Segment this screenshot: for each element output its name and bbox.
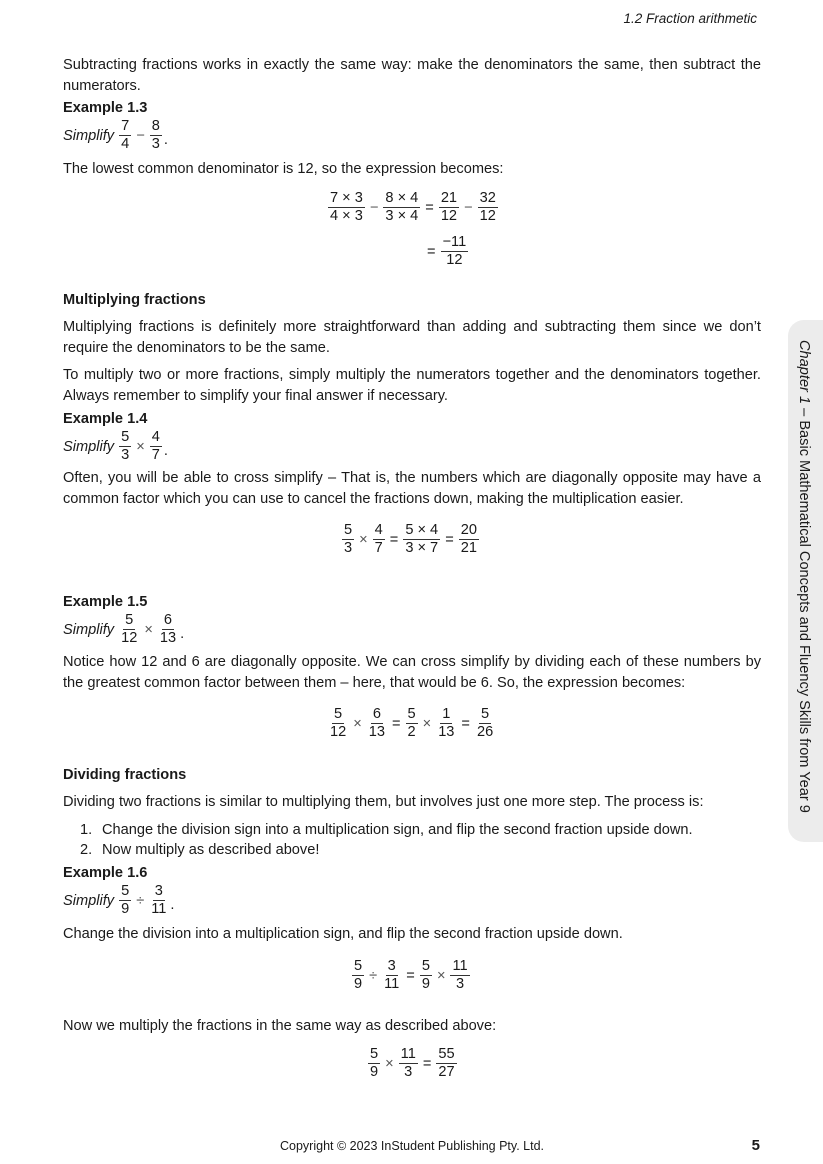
numerator: 1 [442,706,451,722]
step-text: Now multiply as described above! [102,842,320,858]
simplify-label: Simplify [63,892,115,909]
chapter-title: – Basic Mathematical Concepts and Fluency Skills from Year 9 [796,404,812,813]
numerator: 3 [387,958,396,974]
fraction [403,522,440,557]
numerator: 20 [460,522,477,538]
page-number: 5 [751,1137,760,1154]
operator-sign: × [436,967,446,984]
period: . [163,443,168,459]
fraction [436,1046,456,1081]
period: . [170,897,175,913]
numerator: 8 [151,118,160,134]
fraction [478,190,498,225]
denominator: 3 [456,976,465,992]
fraction [420,958,432,993]
multiplying-fractions-heading: Multiplying fractions [63,292,206,308]
fraction [368,1046,380,1081]
numerator: 3 [154,883,163,899]
denominator: 3 [151,136,160,152]
fraction [406,706,418,741]
denominator: 12 [121,630,138,646]
step-number: 1. [80,822,93,838]
numerator: 5 [344,522,353,538]
fraction [150,429,162,464]
denominator: 13 [438,724,455,740]
numerator: 5 × 4 [405,522,439,538]
fraction [441,234,469,269]
fraction [149,883,168,918]
operator-sign: × [385,1055,394,1072]
dividing-paragraph: Dividing two fractions is similar to multiplying them, but involves just one more step. The process is: [63,794,704,810]
operator-sign: × [422,715,432,732]
fraction [119,612,139,647]
equals-sign: = [406,967,415,984]
denominator: 9 [121,901,130,917]
step-number: 2. [80,842,93,858]
simplify-label: Simplify [63,127,115,144]
denominator: 3 [121,447,130,463]
example-1-4-text: Often, you will be able to cross simplify – That is, the numbers which are diagonally opposite may have a common factor which you can use to cancel the fractions down, making the multiplication easier. [63,470,761,507]
numerator: 21 [440,190,458,206]
numerator: 6 [372,706,381,722]
example-1-5-problem [63,612,184,647]
numerator: 5 [481,706,490,722]
equals-sign: = [389,531,399,548]
multiplying-paragraph-2: To multiply two or more fractions, simply multiply the numerators together and the denominators together. Always remember to simplify your final answer if necessary. [63,367,761,404]
multiplying-paragraph-1: Multiplying fractions is definitely more straightforward than adding and subtracting them since we don’t require the denominators to be the same. [63,319,761,356]
numerator: 5 [334,706,343,722]
denominator: 11 [151,901,167,917]
example-1-3-problem [63,118,168,153]
numerator: 5 [370,1046,379,1062]
fraction [373,522,385,557]
denominator: 21 [460,540,477,556]
example-1-6-equation-2 [366,1046,459,1081]
example-1-3-equation-line1 [326,190,500,225]
example-1-4-equation [340,522,481,557]
operator-sign: × [359,531,368,548]
period: . [180,626,185,642]
operator-sign: × [136,438,145,455]
equals-sign: = [392,715,401,732]
denominator: 12 [440,208,458,224]
chapter-side-tab [788,320,823,842]
equals-sign: = [445,531,454,548]
denominator: 2 [407,724,416,740]
chapter-tab-label [796,340,812,813]
fraction [459,522,479,557]
equals-sign: = [422,1055,432,1072]
denominator: 4 [121,136,130,152]
example-1-6-problem [63,883,174,918]
denominator: 4 × 3 [330,208,363,224]
list-item [80,840,693,860]
fraction [367,706,387,741]
denominator: 7 [151,447,160,463]
fraction [119,883,131,918]
denominator: 3 × 4 [385,208,419,224]
fraction [119,429,131,464]
denominator: 12 [446,252,463,268]
fraction [399,1046,418,1081]
denominator: 3 × 7 [405,540,439,556]
operator-sign: × [144,621,153,638]
dividing-steps-list [80,820,693,860]
example-1-3-equation-line2 [424,234,470,269]
numerator: 5 [407,706,416,722]
numerator: 7 [121,118,130,134]
chapter-number: Chapter 1 [796,340,812,405]
numerator: 32 [479,190,496,206]
numerator: 4 [151,429,160,445]
numerator: 5 [121,429,130,445]
example-1-6-title: Example 1.6 [63,865,148,881]
example-1-5-title: Example 1.5 [63,594,148,610]
denominator: 12 [330,724,347,740]
denominator: 13 [159,630,177,646]
operator-sign: ÷ [136,892,145,909]
operator-sign: × [353,715,362,732]
numerator: 7 × 3 [330,190,363,206]
operator-sign: − [369,199,379,216]
denominator: 13 [368,724,385,740]
denominator: 9 [354,976,363,992]
numerator: 5 [121,883,130,899]
list-item [80,820,693,840]
fraction [328,190,365,225]
fraction [450,958,469,993]
numerator: 5 [125,612,134,628]
example-1-4-problem [63,429,168,464]
dividing-fractions-heading: Dividing fractions [63,767,187,783]
equals-sign: = [461,715,470,732]
numerator: 4 [374,522,383,538]
fraction [439,190,459,225]
fraction [158,612,178,647]
denominator: 3 [344,540,353,556]
denominator: 7 [374,540,383,556]
denominator: 12 [479,208,496,224]
equals-sign: = [427,243,436,260]
operator-sign: − [136,127,145,144]
operator-sign: − [464,199,473,216]
period: . [163,132,168,148]
simplify-label: Simplify [63,621,115,638]
fraction [436,706,456,741]
numerator: −11 [442,234,467,250]
denominator: 11 [384,976,400,992]
operator-sign: ÷ [369,967,378,984]
denominator: 27 [438,1064,455,1080]
numerator: 5 [354,958,363,974]
example-1-6-text: Change the division into a multiplication sign, and flip the second fraction upside down. [63,926,623,942]
numerator: 11 [400,1046,416,1062]
example-1-3-title: Example 1.3 [63,100,148,116]
numerator: 5 [421,958,430,974]
simplify-label: Simplify [63,438,115,455]
denominator: 26 [476,724,494,740]
fraction [382,958,401,993]
example-1-6-text-2: Now we multiply the fractions in the same way as described above: [63,1018,497,1034]
example-1-5-text: Notice how 12 and 6 are diagonally opposite. We can cross simplify by dividing each of these numbers by the greatest common factor between them – here, that would be 6. So, the expression becomes: [63,654,761,691]
equals-sign: = [425,199,434,216]
numerator: 55 [438,1046,455,1062]
denominator: 3 [404,1064,413,1080]
numerator: 6 [163,612,173,628]
fraction [150,118,162,153]
numerator: 8 × 4 [385,190,419,206]
intro-paragraph: Subtracting fractions works in exactly the same way: make the denominators the same, then subtract the numerators. [63,57,761,94]
fraction [352,958,364,993]
example-1-4-title: Example 1.4 [63,411,148,427]
running-head: 1.2 Fraction arithmetic [623,11,757,26]
fraction [475,706,495,741]
fraction [383,190,420,225]
numerator: 11 [452,958,468,974]
fraction [119,118,131,153]
step-text: Change the division sign into a multiplication sign, and flip the second fraction upside down. [102,822,693,838]
example-1-5-equation [326,706,497,741]
example-1-3-text: The lowest common denominator is 12, so the expression becomes: [63,161,504,177]
copyright-footer: Copyright © 2023 InStudent Publishing Pty. Ltd. [280,1139,545,1153]
denominator: 9 [421,976,430,992]
denominator: 9 [370,1064,379,1080]
example-1-6-equation-1 [350,958,472,993]
fraction [342,522,354,557]
fraction [328,706,348,741]
